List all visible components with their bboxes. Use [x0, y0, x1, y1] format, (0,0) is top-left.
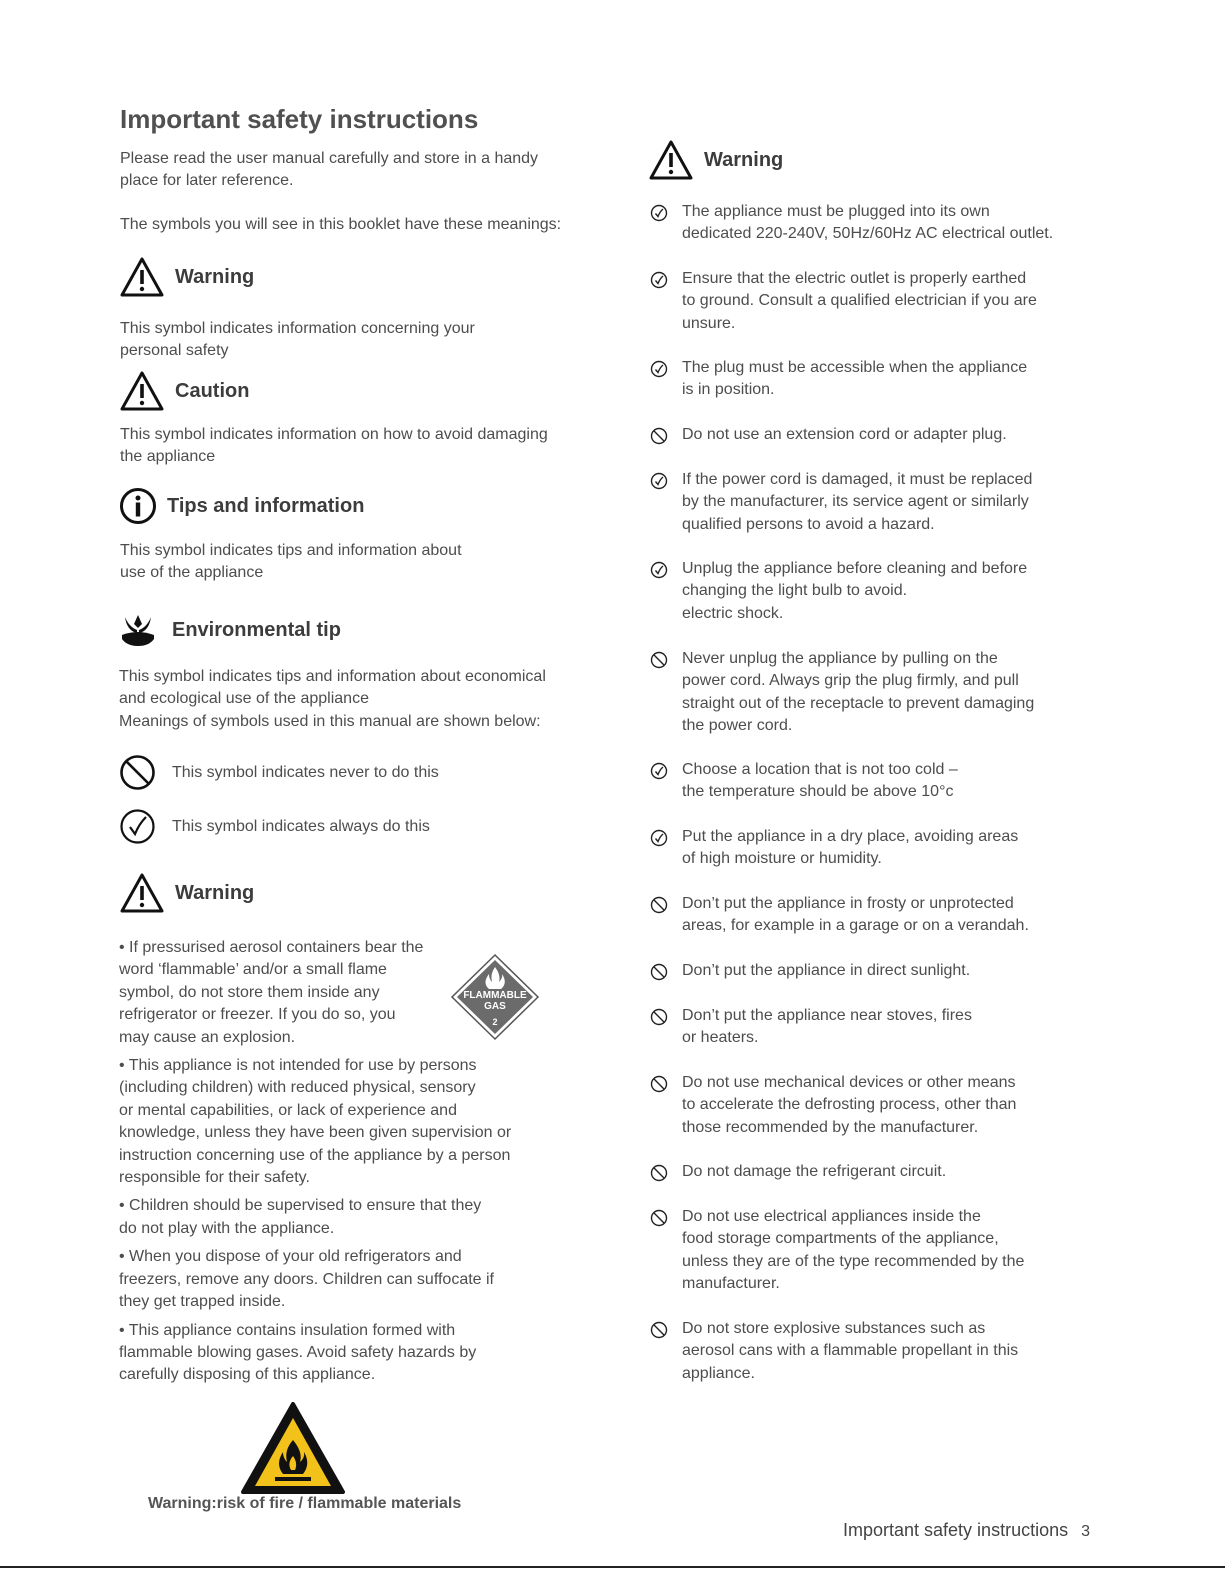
- page-title: Important safety instructions: [120, 104, 479, 134]
- flammable-gas-sign-icon: [450, 953, 540, 1041]
- prohibited-icon: [650, 1318, 682, 1344]
- checkmark-circle-icon: [650, 472, 668, 490]
- warning-bullet: • This appliance is not intended for use by persons (including children) with reduced physical, sensory or mental capabilities, or lack of experience and knowledge, unless they have been given supervision or instruction concerning use of the appliance by a person responsible for their safety.: [119, 1057, 512, 1187]
- prohibited-icon: [650, 1005, 682, 1031]
- desc-line: Meanings of symbols used in this manual are shown below:: [119, 712, 541, 730]
- safety-rule-text: Do not store explosive substances such as aerosol cans with a flammable propellant in this appliance.: [682, 1320, 1019, 1382]
- page-footer: [843, 1520, 1090, 1541]
- desc-line: This symbol indicates tips and information about: [120, 542, 462, 559]
- prohibited-icon: [650, 960, 682, 986]
- info-icon: [119, 487, 157, 525]
- desc-line: use of the appliance: [120, 564, 264, 582]
- prohibited-icon: [650, 1161, 682, 1187]
- tips-symbol-heading: [119, 487, 364, 525]
- safety-rule-text: Choose a location that is not too cold – the temperature should be above 10°c: [682, 761, 958, 801]
- prohibited-icon: [650, 1209, 668, 1227]
- prohibited-icon: [650, 1008, 668, 1026]
- safety-rule-item: [650, 424, 1090, 450]
- warning-bullet: • If pressurised aerosol containers bear the word ‘flammable’ and/or a small flame symbol, do not store them inside any refrigerator or freezer. If you do so, you may cause an explosion.: [119, 939, 424, 1046]
- checkmark-circle-icon: [650, 204, 668, 222]
- checkmark-circle-icon: [650, 558, 682, 584]
- checkmark-circle-icon: [650, 469, 682, 495]
- prohibited-icon: [650, 893, 682, 919]
- prohibited-icon: [650, 1072, 682, 1098]
- caution-symbol-heading: [119, 370, 249, 412]
- safety-rule-text: Do not use an extension cord or adapter plug.: [682, 426, 1007, 443]
- safety-rule-text: Ensure that the electric outlet is properly earthed to ground. Consult a qualified electrician if you are unsure.: [682, 270, 1037, 332]
- fire-hazard-triangle-icon: [239, 1400, 347, 1496]
- safety-rule-item: [650, 201, 1090, 246]
- warning-section-heading: [119, 872, 254, 914]
- safety-rule-text: Unplug the appliance before cleaning and before changing the light bulb to avoid. electric shock.: [682, 560, 1028, 622]
- environmental-symbol-heading: [119, 611, 341, 649]
- desc-line: This symbol indicates information concerning your: [120, 320, 475, 337]
- footer-section-title: Important safety instructions: [843, 1520, 1069, 1540]
- prohibited-icon: [650, 1321, 668, 1339]
- prohibited-icon: [650, 651, 668, 669]
- tips-description: [120, 540, 462, 585]
- prohibited-icon: [650, 648, 682, 674]
- safety-rule-item: [650, 759, 1090, 804]
- safety-rule-item: [650, 268, 1090, 335]
- safety-rule-text: The plug must be accessible when the appliance is in position.: [682, 359, 1028, 399]
- always-legend-text: This symbol indicates always do this: [172, 817, 430, 835]
- intro-line: place for later reference.: [120, 172, 294, 190]
- intro-line: Please read the user manual carefully and store in a handy: [120, 150, 539, 167]
- checkmark-circle-icon: [650, 826, 682, 852]
- safety-rule-text: The appliance must be plugged into its own dedicated 220-240V, 50Hz/60Hz AC electrical outlet.: [682, 203, 1054, 243]
- always-legend: [119, 808, 430, 845]
- gas-sign-line1: FLAMMABLE: [463, 990, 527, 1001]
- prohibited-icon: [650, 424, 682, 450]
- desc-line: the appliance: [120, 448, 216, 466]
- environmental-description: [119, 666, 546, 733]
- safety-rule-text: If the power cord is damaged, it must be replaced by the manufacturer, its service agent or similarly qualified persons to avoid a hazard.: [682, 471, 1033, 533]
- never-legend: [119, 754, 439, 791]
- checkmark-circle-icon: [650, 829, 668, 847]
- tulip-icon: [119, 611, 157, 649]
- checkmark-circle-icon: [650, 360, 668, 378]
- intro-paragraph: [120, 148, 538, 193]
- checkmark-circle-icon: [650, 201, 682, 227]
- safety-rule-text: Put the appliance in a dry place, avoiding areas of high moisture or humidity.: [682, 828, 1019, 868]
- prohibited-icon: [119, 754, 156, 791]
- safety-rule-text: Do not use electrical appliances inside the food storage compartments of the appliance, unless they are of the type recommended by the manufacturer.: [682, 1208, 1025, 1293]
- right-warning-heading: [648, 139, 783, 181]
- safety-rule-text: Do not damage the refrigerant circuit.: [682, 1163, 947, 1180]
- safety-rule-item: [650, 558, 1090, 625]
- desc-line: This symbol indicates information on how to avoid damaging: [120, 426, 548, 443]
- page-bottom-rule: [0, 1566, 1225, 1568]
- prohibited-icon: [650, 963, 668, 981]
- warning-triangle-icon: [648, 139, 694, 181]
- prohibited-icon: [650, 1206, 682, 1232]
- safety-rule-item: [650, 1005, 1090, 1050]
- warning-label: Warning: [175, 265, 255, 288]
- prohibited-icon: [650, 427, 668, 445]
- desc-line: and ecological use of the appliance: [119, 690, 369, 708]
- safety-rule-item: [650, 1318, 1090, 1385]
- warning-triangle-icon: [119, 872, 165, 914]
- environmental-label: Environmental tip: [172, 618, 341, 641]
- caution-triangle-icon: [119, 370, 165, 412]
- checkmark-circle-icon: [650, 561, 668, 579]
- safety-rule-item: [650, 648, 1090, 738]
- safety-rule-text: Don’t put the appliance in direct sunlight.: [682, 962, 971, 979]
- checkmark-circle-icon: [119, 808, 156, 845]
- desc-line: This symbol indicates tips and information about economical: [119, 668, 546, 685]
- desc-line: personal safety: [120, 342, 229, 360]
- prohibited-icon: [650, 1075, 668, 1093]
- safety-rule-item: [650, 469, 1090, 536]
- checkmark-circle-icon: [650, 759, 682, 785]
- safety-rule-text: Don’t put the appliance in frosty or unprotected areas, for example in a garage or on a verandah.: [682, 895, 1029, 935]
- fire-warning-caption: Warning:risk of fire / flammable materials: [148, 1495, 462, 1512]
- warning-description: [120, 318, 475, 363]
- safety-rule-item: [650, 826, 1090, 871]
- safety-rule-item: [650, 357, 1090, 402]
- prohibited-icon: [650, 1164, 668, 1182]
- safety-rule-text: Never unplug the appliance by pulling on the power cord. Always grip the plug firmly, and pull straight out of the receptacle to prevent damaging the power cord.: [682, 650, 1035, 735]
- tips-label: Tips and information: [167, 494, 365, 517]
- checkmark-circle-icon: [650, 268, 682, 294]
- warning-label: Warning: [704, 148, 784, 171]
- warning-bullet: • When you dispose of your old refrigerators and freezers, remove any doors. Children can suffocate if they get trapped inside.: [119, 1248, 494, 1311]
- page-number: 3: [1081, 1523, 1091, 1540]
- safety-rule-item: [650, 1072, 1090, 1139]
- warning-symbol-heading: [119, 256, 254, 298]
- warning-triangle-icon: [119, 256, 165, 298]
- symbols-intro-text: The symbols you will see in this booklet have these meanings:: [120, 216, 562, 233]
- checkmark-circle-icon: [650, 762, 668, 780]
- safety-rule-item: [650, 960, 1090, 986]
- symbols-intro: [120, 214, 561, 236]
- checkmark-circle-icon: [650, 357, 682, 383]
- safety-rule-item: [650, 1206, 1090, 1296]
- warning-label: Warning: [175, 881, 255, 904]
- warning-bullet: • This appliance contains insulation formed with flammable blowing gases. Avoid safety hazards by carefully disposing of this appliance.: [119, 1321, 477, 1384]
- safety-rule-item: [650, 893, 1090, 938]
- gas-sign-class: 2: [492, 1017, 498, 1027]
- gas-sign-line2: GAS: [484, 1001, 506, 1012]
- caution-description: [120, 424, 548, 469]
- safety-rule-text: Don’t put the appliance near stoves, fires or heaters.: [682, 1007, 972, 1047]
- safety-rule-text: Do not use mechanical devices or other means to accelerate the defrosting process, other than those recommended by the manufacturer.: [682, 1074, 1017, 1136]
- checkmark-circle-icon: [650, 271, 668, 289]
- caution-label: Caution: [175, 379, 250, 402]
- prohibited-icon: [650, 896, 668, 914]
- warning-bullet: • Children should be supervised to ensure that they do not play with the appliance.: [119, 1197, 482, 1237]
- safety-rule-item: [650, 1161, 1090, 1187]
- never-legend-text: This symbol indicates never to do this: [172, 763, 439, 781]
